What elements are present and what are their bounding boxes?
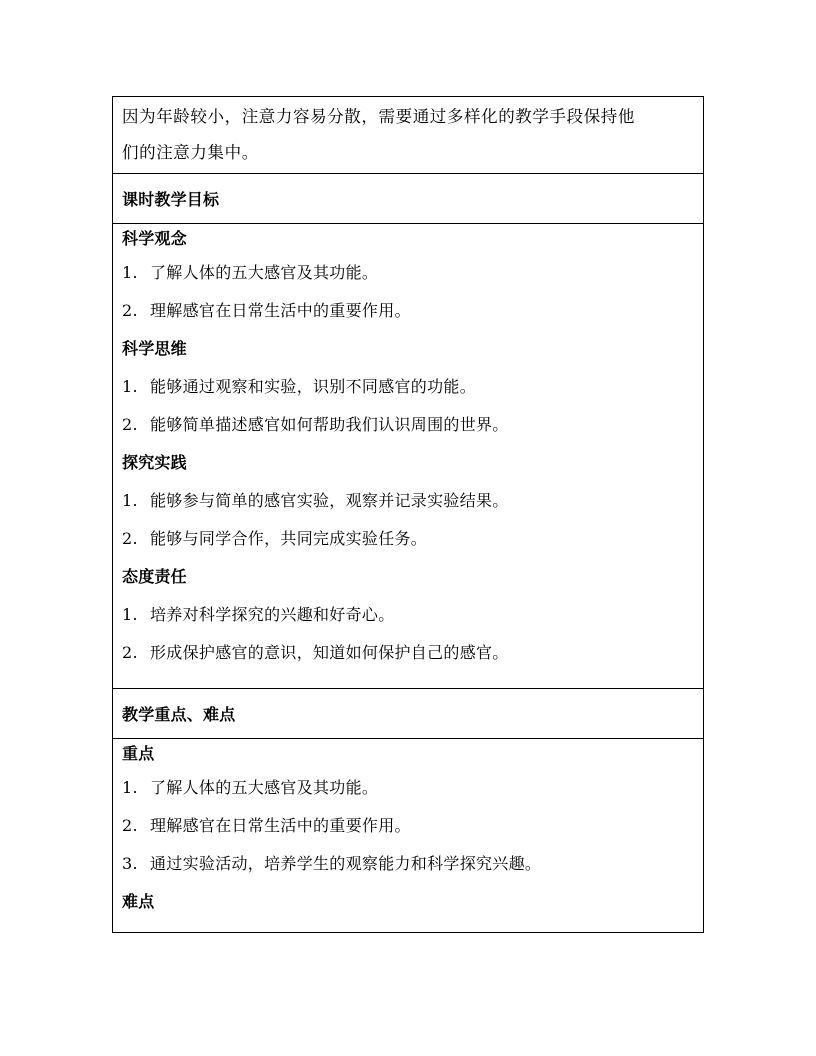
item-number: 2.: [122, 816, 138, 835]
key-item: [122, 807, 695, 845]
key-difficulty-heading: 教学重点、难点: [122, 705, 236, 724]
intro-line-1: 因为年龄较小，注意力容易分散，需要通过多样化的教学手段保持他: [122, 107, 635, 126]
item-number: 2.: [122, 415, 138, 434]
goal-group-title: 科学观念: [122, 229, 187, 248]
key-points-title: 重点: [122, 744, 155, 763]
goal-item: [122, 254, 695, 292]
goal-item: [122, 292, 695, 330]
key-difficulty-content-cell: [113, 738, 703, 932]
goal-item: [122, 368, 695, 406]
learner-analysis-cell: [113, 97, 703, 173]
item-text: 理解感官在日常生活中的重要作用。: [150, 301, 411, 320]
goals-heading-row: [113, 173, 703, 223]
goal-item: [122, 596, 695, 634]
item-number: 1.: [122, 605, 138, 624]
item-text: 能够通过观察和实验，识别不同感官的功能。: [150, 377, 477, 396]
item-number: 1.: [122, 263, 138, 282]
item-number: 1.: [122, 778, 138, 797]
item-text: 能够参与简单的感官实验，观察并记录实验结果。: [150, 491, 509, 510]
key-item: [122, 845, 695, 883]
goal-item: [122, 634, 695, 672]
goals-heading: 课时教学目标: [122, 190, 220, 209]
item-number: 1.: [122, 491, 138, 510]
goal-item: [122, 406, 695, 444]
difficulty-title: 难点: [122, 892, 155, 911]
goal-group-title: 科学思维: [122, 339, 187, 358]
lesson-plan-table: [112, 96, 704, 933]
item-text: 培养对科学探究的兴趣和好奇心。: [150, 605, 395, 624]
item-text: 能够与同学合作，共同完成实验任务。: [150, 529, 428, 548]
item-number: 2.: [122, 529, 138, 548]
item-text: 理解感官在日常生活中的重要作用。: [150, 816, 411, 835]
item-text: 通过实验活动，培养学生的观察能力和科学探究兴趣。: [150, 854, 542, 873]
goal-group-title: 探究实践: [122, 453, 187, 472]
item-text: 能够简单描述感官如何帮助我们认识周围的世界。: [150, 415, 509, 434]
goal-item: [122, 520, 695, 558]
item-text: 了解人体的五大感官及其功能。: [150, 263, 379, 282]
item-number: 2.: [122, 643, 138, 662]
item-number: 1.: [122, 377, 138, 396]
item-number: 3.: [122, 854, 138, 873]
item-number: 2.: [122, 301, 138, 320]
key-item: [122, 769, 695, 807]
goal-group-title: 态度责任: [122, 567, 187, 586]
goal-item: [122, 482, 695, 520]
item-text: 了解人体的五大感官及其功能。: [150, 778, 379, 797]
item-text: 形成保护感官的意识，知道如何保护自己的感官。: [150, 643, 509, 662]
key-difficulty-heading-row: [113, 688, 703, 738]
goals-content-cell: [113, 223, 703, 688]
intro-line-2: 们的注意力集中。: [122, 143, 259, 162]
